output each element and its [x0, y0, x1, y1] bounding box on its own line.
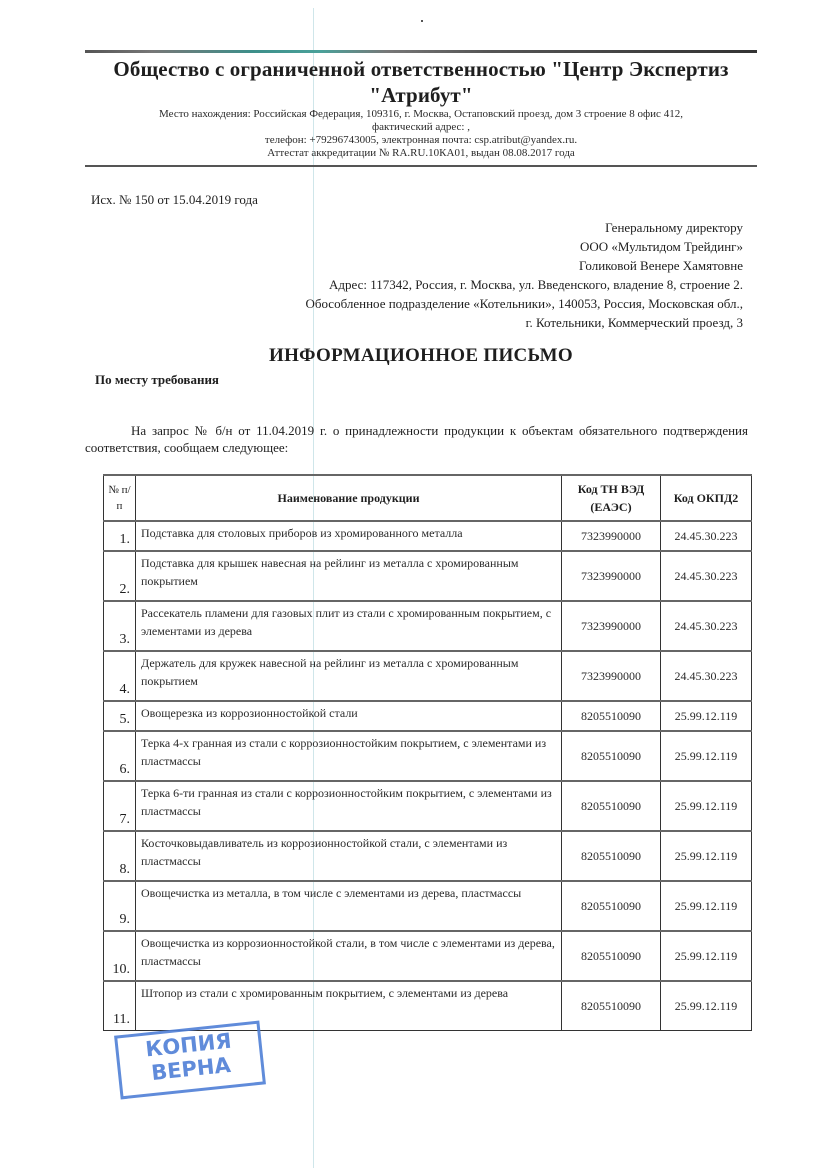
- table-row: [104, 781, 752, 831]
- addressee-line: г. Котельники, Коммерческий проезд, 3: [525, 315, 743, 330]
- table-row: [104, 981, 752, 1031]
- table-row: [104, 881, 752, 931]
- addressee-line: Обособленное подразделение «Котельники», 140053, Россия, Московская обл.,: [305, 296, 743, 311]
- row-okpd: 25.99.12.119: [661, 931, 752, 981]
- table-row: [104, 831, 752, 881]
- row-tnved: 8205510090: [562, 931, 661, 981]
- row-okpd: 25.99.12.119: [661, 881, 752, 931]
- table-row: [104, 651, 752, 701]
- org-contacts: телефон: +79296743005, электронная почта: csp.atribut@yandex.ru.: [264, 134, 578, 146]
- products-table: [103, 474, 752, 1031]
- table-row: [104, 601, 752, 651]
- row-tnved: 8205510090: [562, 881, 661, 931]
- header-okpd: Код ОКПД2: [661, 475, 752, 521]
- row-okpd: 24.45.30.223: [661, 601, 752, 651]
- row-tnved: 8205510090: [562, 731, 661, 781]
- row-name: Овощечистка из металла, в том числе с элементами из дерева, пластмассы: [136, 881, 562, 931]
- row-tnved: 7323990000: [562, 521, 661, 551]
- row-num: 2.: [104, 551, 136, 601]
- row-okpd: 25.99.12.119: [661, 781, 752, 831]
- header-name: Наименование продукции: [136, 475, 562, 521]
- row-num: 4.: [104, 651, 136, 701]
- row-num: 3.: [104, 601, 136, 651]
- row-okpd: 25.99.12.119: [661, 831, 752, 881]
- row-num: 11.: [104, 981, 136, 1031]
- stamp-line-1: КОПИЯ: [144, 1028, 233, 1062]
- table-row: [104, 731, 752, 781]
- row-tnved: 8205510090: [562, 981, 661, 1031]
- addressee-line: Адрес: 117342, Россия, г. Москва, ул. Введенского, владение 8, строение 2.: [329, 277, 743, 292]
- organization-name: Общество с ограниченной ответственностью "Центр Экспертиз "Атрибут": [113, 57, 729, 107]
- letter-title: ИНФОРМАЦИОННОЕ ПИСЬМО: [269, 345, 573, 366]
- row-num: 8.: [104, 831, 136, 881]
- row-name: Овощечистка из коррозионностойкой стали, в том числе с элементами из дерева, пластмассы: [136, 931, 562, 981]
- scan-artifact-dot: [421, 20, 423, 22]
- copy-certified-stamp: [114, 1021, 266, 1100]
- table-header-row: [104, 475, 752, 521]
- row-name: Подставка для крышек навесная на рейлинг из металла с хромированным покрытием: [136, 551, 562, 601]
- row-name: Рассекатель пламени для газовых плит из стали с хромированным покрытием, с элементами из дерева: [136, 601, 562, 651]
- row-tnved: 7323990000: [562, 601, 661, 651]
- row-okpd: 24.45.30.223: [661, 651, 752, 701]
- row-tnved: 7323990000: [562, 651, 661, 701]
- header-tnved: Код ТН ВЭД (ЕАЭС): [562, 475, 661, 521]
- row-tnved: 8205510090: [562, 831, 661, 881]
- outgoing-number: Исх. № 150 от 15.04.2019 года: [91, 192, 258, 207]
- row-okpd: 25.99.12.119: [661, 981, 752, 1031]
- row-name: Терка 6-ти гранная из стали с коррозионностойким покрытием, с элементами из пластмассы: [136, 781, 562, 831]
- row-num: 10.: [104, 931, 136, 981]
- row-num: 7.: [104, 781, 136, 831]
- org-accreditation: Аттестат аккредитации № RA.RU.10КА01, выдан 08.08.2017 года: [267, 147, 575, 159]
- row-name: Овощерезка из коррозионностойкой стали: [136, 701, 562, 731]
- row-tnved: 8205510090: [562, 701, 661, 731]
- table-row: [104, 931, 752, 981]
- row-num: 1.: [104, 521, 136, 551]
- table-row: [104, 551, 752, 601]
- row-tnved: 8205510090: [562, 781, 661, 831]
- addressee-line: Генеральному директору: [605, 220, 743, 235]
- intro-paragraph: На запрос № б/н от 11.04.2019 г. о принадлежности продукции к объектам обязательного подтверждения соответствия, сообщаем следующее:: [85, 423, 748, 455]
- addressee-line: Голиковой Венере Хамятовне: [579, 258, 743, 273]
- row-okpd: 25.99.12.119: [661, 701, 752, 731]
- to-whom: По месту требования: [95, 372, 219, 387]
- organization-info: [85, 108, 757, 160]
- row-okpd: 24.45.30.223: [661, 551, 752, 601]
- row-name: Держатель для кружек навесной на рейлинг из металла с хромированным покрытием: [136, 651, 562, 701]
- row-okpd: 25.99.12.119: [661, 731, 752, 781]
- header-rule-top: [85, 50, 757, 53]
- row-tnved: 7323990000: [562, 551, 661, 601]
- row-name: Терка 4-х гранная из стали с коррозионностойким покрытием, с элементами из пластмассы: [136, 731, 562, 781]
- row-name: Штопор из стали с хромированным покрытием, с элементами из дерева: [136, 981, 562, 1031]
- table-row: [104, 521, 752, 551]
- addressee-block: [305, 218, 743, 332]
- row-num: 9.: [104, 881, 136, 931]
- row-num: 6.: [104, 731, 136, 781]
- row-name: Косточковыдавливатель из коррозионностойкой стали, с элементами из пластмассы: [136, 831, 562, 881]
- row-num: 5.: [104, 701, 136, 731]
- org-actual-address: фактический адрес: ,: [372, 121, 470, 133]
- header-rule-bottom: [85, 165, 757, 167]
- header-num: № п/п: [104, 475, 136, 521]
- row-name: Подставка для столовых приборов из хромированного металла: [136, 521, 562, 551]
- table-row: [104, 701, 752, 731]
- row-okpd: 24.45.30.223: [661, 521, 752, 551]
- stamp-line-2: ВЕРНА: [150, 1052, 232, 1086]
- addressee-line: ООО «Мультидом Трейдинг»: [579, 239, 743, 254]
- org-location: Место нахождения: Российская Федерация, 109316, г. Москва, Остаповский проезд, дом 3 строение 8 офис 412,: [159, 108, 683, 120]
